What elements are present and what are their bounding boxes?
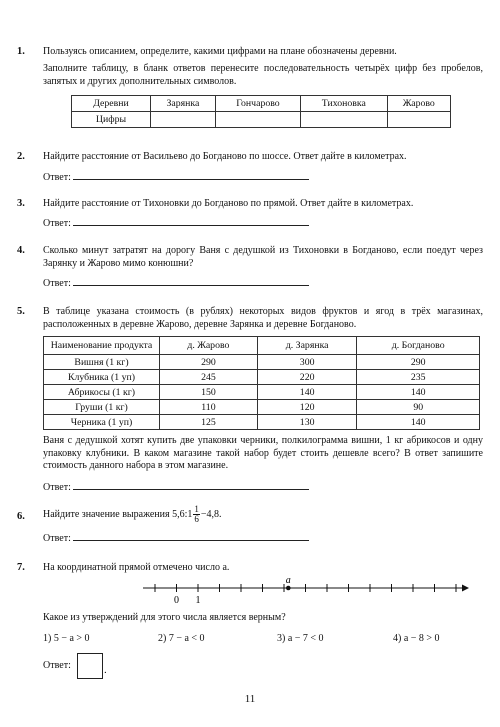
- fraction-numerator: 1: [194, 504, 199, 515]
- prices-table-header: Наименование продукта: [44, 337, 160, 355]
- page-number: 11: [244, 693, 256, 705]
- question-6-text: [43, 505, 483, 525]
- price-cell: 140: [257, 385, 357, 400]
- product-name: Клубника (1 уп): [44, 370, 160, 385]
- product-name: Груши (1 кг): [44, 400, 160, 415]
- digit-answer-cell[interactable]: [387, 112, 450, 128]
- answer-line[interactable]: [73, 276, 309, 286]
- question-1-number: 1.: [17, 46, 25, 57]
- villages-table-cell: Тихоновка: [301, 96, 387, 112]
- price-cell: 130: [257, 415, 357, 430]
- question-7-text: На координатной прямой отмечено число a.: [43, 562, 230, 573]
- villages-table-cell: Зарянка: [151, 96, 216, 112]
- price-cell: 110: [160, 400, 258, 415]
- question-6-number: 6.: [17, 511, 25, 522]
- table-row: [44, 400, 480, 415]
- question-4-number: 4.: [17, 245, 25, 256]
- point-a-label: a: [285, 578, 291, 586]
- question-7-prompt: Какое из утверждений для этого числа является верным?: [43, 612, 286, 623]
- question-3-text: Найдите расстояние от Тихоновки до Богданово по прямой. Ответ дайте в километрах.: [43, 198, 414, 209]
- price-cell: 300: [257, 355, 357, 370]
- price-cell: 125: [160, 415, 258, 430]
- price-cell: 245: [160, 370, 258, 385]
- product-name: Абрикосы (1 кг): [44, 385, 160, 400]
- digits-row-label: Цифры: [72, 112, 151, 128]
- expression-prefix: Найдите значение выражения 5,6:1: [43, 509, 193, 520]
- answer-line[interactable]: [73, 170, 309, 180]
- table-row: [44, 370, 480, 385]
- option-1[interactable]: 1) 5 − a > 0: [43, 633, 90, 644]
- price-cell: 120: [257, 400, 357, 415]
- price-cell: 90: [357, 400, 480, 415]
- question-2-text: Найдите расстояние от Васильево до Богданово по шоссе. Ответ дайте в километрах.: [43, 151, 407, 162]
- question-1-text: Пользуясь описанием, определите, какими цифрами на плане обозначены деревни.: [43, 46, 397, 57]
- product-name: Черника (1 уп): [44, 415, 160, 430]
- answer-box[interactable]: [77, 653, 103, 679]
- table-row: [44, 355, 480, 370]
- price-cell: 290: [160, 355, 258, 370]
- option-2[interactable]: 2) 7 − a < 0: [158, 633, 205, 644]
- question-6-answer: [43, 531, 309, 544]
- answer-period: .: [104, 664, 107, 676]
- price-cell: 140: [357, 415, 480, 430]
- question-5-answer: [43, 480, 309, 493]
- number-line: [140, 578, 470, 608]
- answer-label: Ответ:: [43, 533, 71, 544]
- tick-label-zero: 0: [174, 595, 179, 606]
- tick-label-one: 1: [195, 595, 201, 606]
- prices-table-header: д. Богданово: [357, 337, 480, 355]
- price-cell: 140: [357, 385, 480, 400]
- table-row: [44, 385, 480, 400]
- digit-answer-cell[interactable]: [215, 112, 300, 128]
- question-2-number: 2.: [17, 151, 25, 162]
- question-2-answer: [43, 170, 309, 183]
- answer-label: Ответ:: [43, 278, 71, 289]
- villages-table-cell: Гончарово: [215, 96, 300, 112]
- option-3[interactable]: 3) a − 7 < 0: [277, 633, 324, 644]
- point-a-marker: [286, 586, 291, 591]
- question-1-instructions: Заполните таблицу, в бланк ответов перенесите последовательность четырёх цифр без пробелов, запятых и других дополнительных символов.: [43, 63, 483, 87]
- question-7-answer-label: Ответ:: [43, 660, 71, 671]
- answer-label: Ответ:: [43, 218, 71, 229]
- expression-suffix: −4,8.: [200, 509, 222, 520]
- question-4-text: Сколько минут затратят на дорогу Ваня с дедушкой из Тихоновки в Богданово, если поедут через Зарянку и Жарово мимо конюшни?: [43, 245, 483, 269]
- arrow-right-icon: [462, 585, 469, 592]
- price-cell: 235: [357, 370, 480, 385]
- villages-table-cell: Жарово: [387, 96, 450, 112]
- prices-table: [43, 336, 480, 430]
- option-4[interactable]: 4) a − 8 > 0: [393, 633, 440, 644]
- question-5-task: Ваня с дедушкой хотят купить две упаковки черники, полкилограмма вишни, 1 кг абрикосов и одну упаковку клубники. В каком магазине такой набор будет стоить дешевле всего? В ответ запишите стоимость данного набора в этом магазине.: [43, 435, 483, 471]
- table-row: [44, 415, 480, 430]
- prices-table-header: д. Зарянка: [257, 337, 357, 355]
- prices-table-header: д. Жарово: [160, 337, 258, 355]
- question-5-text: В таблице указана стоимость (в рублях) некоторых видов фруктов и ягод в трёх магазинах, расположенных в деревне Жарово, деревне Зарянка и деревне Богданово.: [43, 306, 483, 330]
- answer-line[interactable]: [73, 531, 309, 541]
- villages-table: [71, 95, 451, 128]
- fraction: [193, 505, 200, 524]
- answer-label: Ответ:: [43, 482, 71, 493]
- question-5-number: 5.: [17, 306, 25, 317]
- answer-label: Ответ:: [43, 172, 71, 183]
- product-name: Вишня (1 кг): [44, 355, 160, 370]
- digit-answer-cell[interactable]: [301, 112, 387, 128]
- digit-answer-cell[interactable]: [151, 112, 216, 128]
- villages-table-header: Деревни: [72, 96, 151, 112]
- answer-line[interactable]: [73, 216, 309, 226]
- question-3-number: 3.: [17, 198, 25, 209]
- answer-line[interactable]: [73, 480, 309, 490]
- question-4-answer: [43, 276, 309, 289]
- price-cell: 290: [357, 355, 480, 370]
- fraction-denominator: 6: [194, 514, 199, 525]
- question-3-answer: [43, 216, 309, 229]
- price-cell: 150: [160, 385, 258, 400]
- question-7-number: 7.: [17, 562, 25, 573]
- price-cell: 220: [257, 370, 357, 385]
